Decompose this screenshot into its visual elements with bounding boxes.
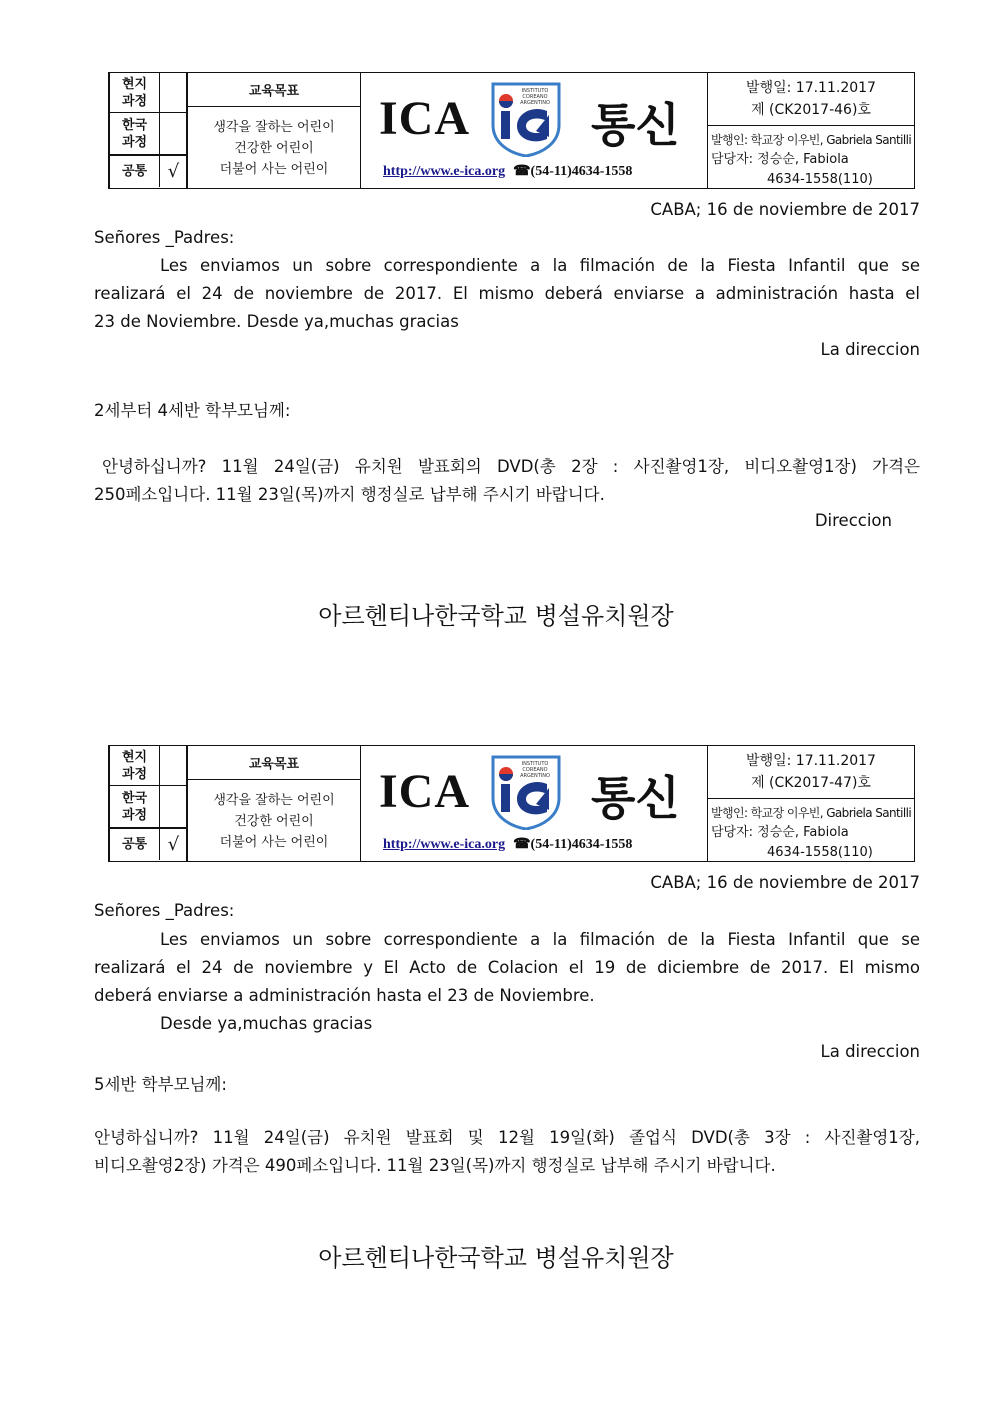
masthead xyxy=(361,73,708,188)
goal-item: 더불어 사는 어린이 xyxy=(219,835,329,850)
school-logo xyxy=(489,754,563,830)
newsletter-title: 통신 xyxy=(591,98,680,152)
body-line: 23 de Noviembre. Desde ya,muchas gracias xyxy=(94,312,459,331)
body-line: realizará el 24 de noviembre de 2017. El mismo deberá enviarse a administración hasta el xyxy=(94,284,920,303)
body-line: Les enviamos un sobre correspondiente a la filmación de la Fiesta Infantil que se xyxy=(160,930,920,949)
curriculum-row-korean xyxy=(110,113,186,155)
newsletter-title: 통신 xyxy=(591,771,680,825)
body-line: deberá enviarse a administración hasta el 23 de Noviembre. xyxy=(94,986,595,1005)
letter-body xyxy=(94,926,920,1038)
masthead xyxy=(361,746,708,861)
signature: La direccion xyxy=(820,340,920,359)
signature: La direccion xyxy=(820,1042,920,1061)
curriculum-label: 현지 xyxy=(121,76,148,92)
brand-name: ICA xyxy=(379,765,471,818)
education-goals xyxy=(188,73,361,188)
contact-person: 담당자: 정승순, Fabiola xyxy=(711,152,849,167)
contact-line xyxy=(383,163,632,180)
curriculum-row-common xyxy=(110,155,186,187)
curriculum-label: 과정 xyxy=(121,93,148,109)
phone-number: ☎(54-11)4634-1558 xyxy=(513,164,633,179)
place-date: CABA; 16 de noviembre de 2017 xyxy=(650,873,920,892)
curriculum-label: 한국 xyxy=(121,790,148,806)
curriculum-row-local xyxy=(110,73,186,113)
curriculum-row-local xyxy=(110,746,186,786)
goal-title: 교육목표 xyxy=(188,746,360,780)
curriculum-label: 과정 xyxy=(121,134,148,150)
issue-date: 발행일: 17.11.2017 xyxy=(746,80,876,96)
school-logo xyxy=(489,81,563,157)
goal-item: 더불어 사는 어린이 xyxy=(219,162,329,177)
contact-phone: 4634-1558(110) xyxy=(767,845,873,860)
curriculum-check xyxy=(160,113,187,154)
checkmark-icon: √ xyxy=(167,834,180,855)
brand-name: ICA xyxy=(379,92,471,145)
goal-title: 교육목표 xyxy=(188,73,360,107)
logo-text: COREANO xyxy=(522,767,548,773)
curriculum-label: 공통 xyxy=(121,837,148,852)
goal-item: 생각을 잘하는 어린이 xyxy=(213,793,335,808)
newsletter-header-2 xyxy=(108,745,915,862)
issue-info xyxy=(708,746,914,861)
website-link[interactable]: http://www.e-ica.org xyxy=(383,837,506,852)
curriculum-label: 현지 xyxy=(121,749,148,765)
contact-phone: 4634-1558(110) xyxy=(767,172,873,187)
salutation: Señores _Padres: xyxy=(94,228,235,247)
body-line: realizará el 24 de noviembre y El Acto de Colacion el 19 de diciembre de 2017. El mismo xyxy=(94,958,920,977)
goal-item: 생각을 잘하는 어린이 xyxy=(213,120,335,135)
curriculum-row-common xyxy=(110,828,186,860)
korean-body-line: 250페소입니다. 11월 23일(목)까지 행정실로 납부해 주시기 바랍니다. xyxy=(94,485,605,504)
logo-text: INSTITUTO xyxy=(521,761,549,767)
issue-number: 제 (CK2017-47)호 xyxy=(751,775,871,791)
place-date: CABA; 16 de noviembre de 2017 xyxy=(650,200,920,219)
curriculum-check xyxy=(160,746,187,785)
school-name: 아르헨티나한국학교 병설유치원장 xyxy=(318,602,674,630)
korean-salutation: 2세부터 4세반 학부모님께: xyxy=(94,401,291,420)
curriculum-label: 과정 xyxy=(121,766,148,782)
goal-item: 건강한 어린이 xyxy=(234,141,314,156)
body-line: Desde ya,muchas gracias xyxy=(160,1014,373,1033)
contact-line xyxy=(383,836,632,853)
curriculum-label: 과정 xyxy=(121,807,148,823)
salutation: Señores _Padres: xyxy=(94,901,235,920)
korean-body xyxy=(94,453,920,509)
curriculum-table xyxy=(109,746,188,861)
korean-body xyxy=(94,1124,920,1180)
website-link[interactable]: http://www.e-ica.org xyxy=(383,164,506,179)
korean-body-line: 안녕하십니까? 11월 24일(금) 유치원 발표회 및 12월 19일(화) 졸업식 DVD(총 3장 : 사진촬영1장, xyxy=(94,1128,920,1147)
curriculum-table xyxy=(109,73,188,188)
education-goals xyxy=(188,746,361,861)
contact-person: 담당자: 정승순, Fabiola xyxy=(711,825,849,840)
logo-text: COREANO xyxy=(522,94,548,100)
korean-salutation: 5세반 학부모님께: xyxy=(94,1075,227,1094)
curriculum-row-korean xyxy=(110,786,186,828)
korean-signature: Direccion xyxy=(814,511,892,530)
issue-info xyxy=(708,73,914,188)
logo-text: INSTITUTO xyxy=(521,88,549,94)
curriculum-label: 한국 xyxy=(121,117,148,133)
issue-date: 발행일: 17.11.2017 xyxy=(746,753,876,769)
newsletter-header-1 xyxy=(108,72,915,189)
curriculum-label: 공통 xyxy=(121,164,148,179)
school-name: 아르헨티나한국학교 병설유치원장 xyxy=(318,1244,674,1272)
korean-body-line: 안녕하십니까? 11월 24일(금) 유치원 발표회의 DVD(총 2장 : 사진촬영1장, 비디오촬영1장) 가격은 xyxy=(102,457,920,476)
issue-number: 제 (CK2017-46)호 xyxy=(751,102,871,118)
letter-body xyxy=(94,252,920,336)
phone-number: ☎(54-11)4634-1558 xyxy=(513,837,633,852)
curriculum-check xyxy=(160,786,187,827)
goal-item: 건강한 어린이 xyxy=(234,814,314,829)
publisher: 발행인: 학교장 이우빈, Gabriela Santilli xyxy=(711,806,912,820)
publisher: 발행인: 학교장 이우빈, Gabriela Santilli xyxy=(711,133,912,147)
curriculum-check xyxy=(160,73,187,112)
checkmark-icon: √ xyxy=(167,161,180,182)
logo-text: ARGENTINO xyxy=(520,100,550,106)
logo-text: ARGENTINO xyxy=(520,773,550,779)
korean-body-line: 비디오촬영2장) 가격은 490페소입니다. 11월 23일(목)까지 행정실로 납부해 주시기 바랍니다. xyxy=(94,1156,776,1175)
body-line: Les enviamos un sobre correspondiente a la filmación de la Fiesta Infantil que se xyxy=(160,256,920,275)
